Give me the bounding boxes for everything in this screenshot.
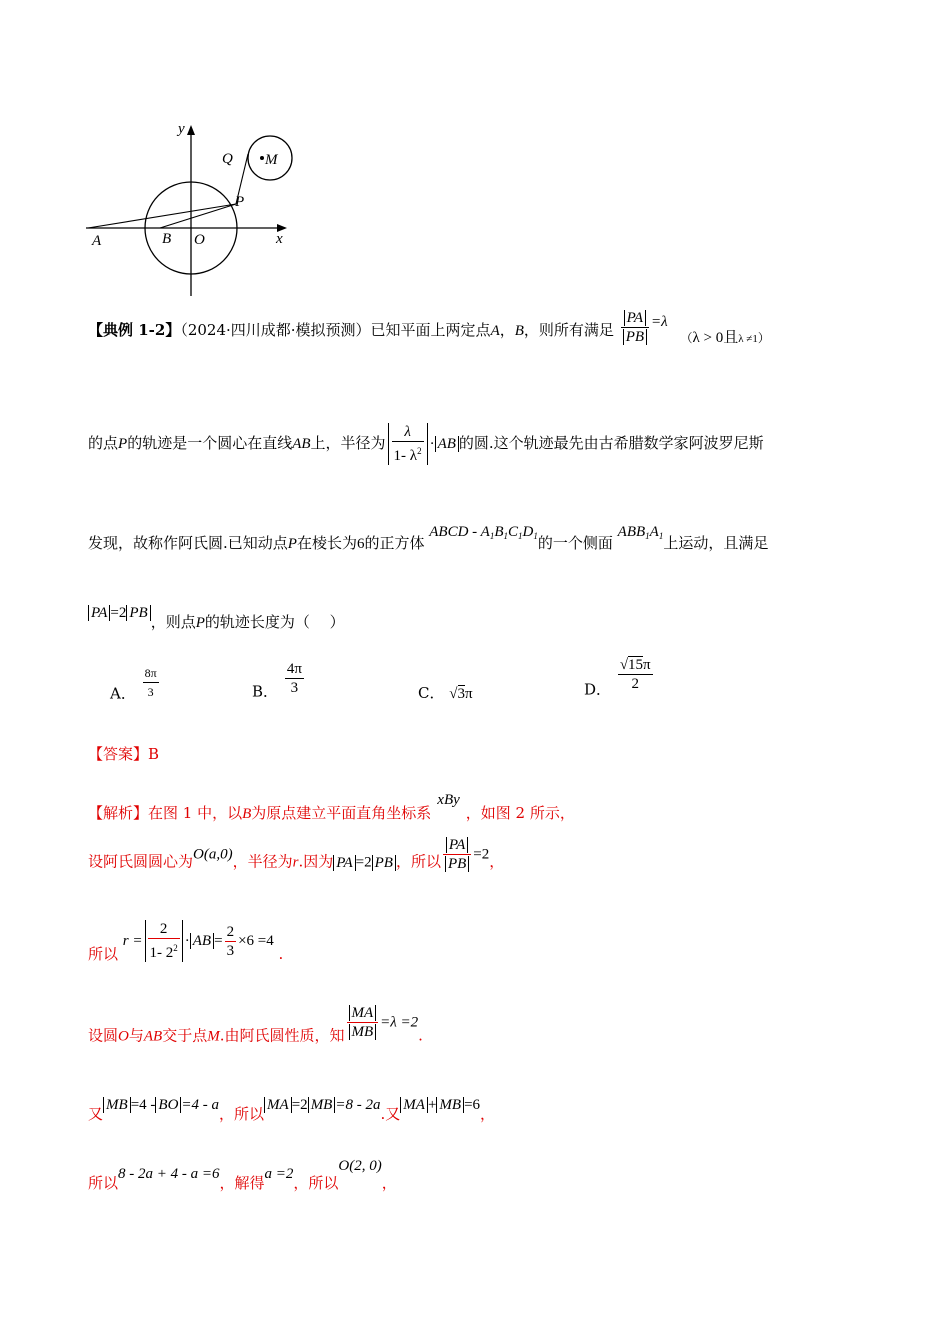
l3-t3: 的正方体 [364, 534, 425, 552]
l4-p: P [195, 615, 205, 631]
analysis-line-3: 所以 r = $\frac{2}{1- 2^2}$ · AB = $\frac{2}{3}$ ×6 =4 . [88, 921, 284, 963]
answer-value: B [148, 745, 160, 763]
analysis-tag: 【解析】 [88, 804, 149, 822]
y-axis-arrow [187, 125, 195, 135]
analysis-line-5: 又 MB =4 - BO =4 - a，所以 MA =2 MB =8 - 2a.又 MA + MB =6， [88, 1097, 496, 1123]
option-b[interactable]: B． $\frac{4\pi}{3}$ [252, 661, 302, 701]
radius-den-exp: 2 [417, 446, 422, 456]
cube-name: ABCD - $A_1B_1C_1D_1$ [429, 524, 538, 541]
l2-t2: 的轨迹是一个圆心在直线 [127, 434, 293, 452]
label-q: Q [222, 151, 233, 167]
option-a[interactable]: A． $\frac{8\pi}{3}$ [110, 666, 157, 703]
cond-open: （ [680, 331, 693, 345]
cond2: λ ≠1 [738, 333, 758, 345]
center-o: O(a,0) [193, 846, 233, 863]
radius-den: 1- λ [393, 448, 418, 464]
point-a: A [490, 322, 500, 339]
l3-t2: 在棱长为 [296, 534, 357, 552]
analysis-line-2: 设阿氏圆圆心为O(a,0)，半径为r.因为 PA =2 PB ，所以 $\frac{PA}{PB}$ =2， [88, 837, 505, 872]
segment-pb [160, 204, 236, 228]
l2-ab: AB [292, 436, 311, 452]
frac-den: PB [623, 329, 647, 345]
label-p: P [235, 194, 245, 210]
l3-t5: 上运动，且满足 [663, 534, 769, 552]
example-tag: 【典例 1-2】 [88, 320, 181, 339]
point-b: B [514, 322, 524, 339]
l2-abs-ab: AB [435, 436, 459, 452]
l3-t4: 的一个侧面 [537, 534, 613, 552]
ratio-fraction [621, 309, 649, 346]
example-source: （2024·四川成都·模拟预测） [180, 320, 371, 339]
face-name: $ABB_1A_1$ [617, 524, 664, 541]
example-line-4 [88, 602, 345, 631]
label-x: x [276, 231, 283, 247]
analysis-line-1: 【解析】在图 1 中，以B为原点建立平面直角坐标系xBy，如图 2 所示， [88, 792, 575, 822]
comma: ， [499, 320, 515, 339]
radius-num: λ [392, 423, 424, 442]
answer-tag: 【答案】 [88, 745, 149, 763]
dot: · [429, 436, 435, 452]
l3-p: P [287, 536, 297, 552]
example-line-2 [88, 423, 764, 465]
l2-p: P [118, 436, 128, 452]
option-c-root: 3 [457, 686, 465, 702]
frac-num: PA [624, 310, 646, 326]
l3-six: 6 [356, 536, 365, 552]
radius-fraction [388, 423, 428, 465]
l4-pb: PB [126, 605, 150, 621]
cond-and: 且 [723, 328, 739, 346]
example-text1: 已知平面上两定点 [370, 320, 491, 339]
l4-t2: 的轨迹长度为（ ） [204, 613, 345, 631]
analysis-line-6: 所以8 - 2a + 4 - a =6，解得a =2，所以O(2, 0)， [88, 1158, 397, 1192]
answer-line [88, 744, 159, 764]
label-o: O [194, 232, 205, 248]
eq-lambda: =λ [651, 314, 668, 330]
l2-t4: 的圆.这个轨迹最先由古希腊数学家阿波罗尼斯 [458, 434, 764, 452]
cond1: λ > 0 [692, 330, 724, 346]
option-d-root: 15 [628, 657, 644, 673]
option-c[interactable]: C． √3π [418, 684, 473, 702]
label-a: A [92, 233, 102, 249]
apollonius-circle-figure [80, 118, 300, 303]
label-y: y [178, 121, 185, 137]
coord-system: xBy [437, 792, 460, 808]
l4-t1: ，则点 [150, 613, 196, 631]
example-text2: ，则所有满足 [523, 320, 614, 339]
l3-t1: 发现，故称作阿氏圆.已知动点 [88, 534, 288, 552]
example-line-3 [88, 522, 768, 554]
l4-eq2: =2 [110, 605, 127, 621]
segment-pa [88, 204, 236, 228]
option-d[interactable]: D． $\frac{√15\pi}{2}$ [584, 657, 651, 699]
example-line-1 [88, 309, 770, 376]
label-b: B [162, 231, 172, 247]
point-m-dot [260, 156, 264, 160]
l4-pa: PA [88, 605, 110, 621]
l2-t3: 上，半径为 [310, 434, 386, 452]
label-m: M [265, 152, 278, 168]
l2-t1: 的点 [88, 434, 119, 452]
analysis-line-4: 设圆O与AB交于点M.由阿氏圆性质，知 $\frac{MA}{MB}$ =λ =2. [88, 1005, 423, 1045]
cond-close: ） [757, 331, 770, 345]
